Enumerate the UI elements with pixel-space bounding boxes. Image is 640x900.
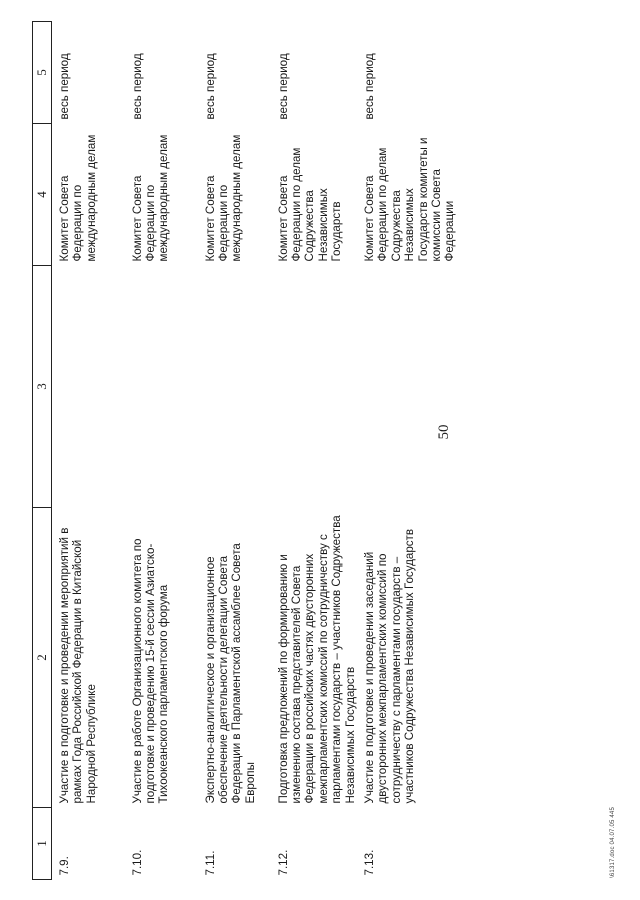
item-term: весь период	[203, 53, 217, 120]
document-page	[0, 10, 640, 890]
column-header: 2	[33, 508, 52, 808]
plan-table	[32, 21, 457, 880]
column-number-row	[33, 22, 52, 880]
file-stamp: \61317.doc 04.07.05 445	[610, 807, 616, 878]
item-col3	[125, 266, 198, 508]
item-term: весь период	[130, 53, 144, 120]
table-row	[198, 22, 271, 880]
item-number: 7.13.	[362, 849, 376, 876]
column-header: 1	[33, 808, 52, 880]
item-col3	[198, 266, 271, 508]
item-description: Подготовка предложений по формированию и изменению состава представителей Совета Федерации в российских частях двусторонних межпарламентских комиссий по сотрудничеству с парламентами государств – участников Содружества Независимых Государств	[276, 515, 357, 804]
column-header: 3	[33, 266, 52, 508]
table-row	[271, 22, 357, 880]
item-responsible: Комитет Совета Федерации по международным делам	[203, 134, 244, 262]
table-row	[357, 22, 457, 880]
table-row	[125, 22, 198, 880]
item-number: 7.9.	[58, 856, 71, 876]
column-header: 4	[33, 124, 52, 266]
item-term: весь период	[276, 53, 290, 120]
table-row	[52, 22, 125, 880]
column-header: 5	[33, 22, 52, 124]
page-number: 50	[436, 424, 452, 440]
item-col3	[357, 266, 457, 508]
item-description: Участие в работе Организационного комитета по подготовке и проведению 15-й сессии Азиатско-Тихоокеанского парламентского форума	[130, 538, 171, 804]
item-description: Участие в подготовке и проведении мероприятий в рамках Года Российской Федерации в Китайской Народной Республике	[58, 527, 98, 804]
item-number: 7.12.	[276, 849, 290, 876]
item-term: весь период	[58, 53, 71, 120]
item-number: 7.10.	[130, 849, 144, 876]
item-responsible: Комитет Совета Федерации по международным делам	[130, 134, 171, 262]
item-responsible: Комитет Совета Федерации по международным делам	[58, 134, 98, 262]
item-col3	[52, 266, 125, 508]
item-number: 7.11.	[203, 850, 217, 876]
item-term: весь период	[362, 53, 376, 120]
item-responsible: Комитет Совета Федерации по делам Содружества Независимых Государств	[276, 147, 344, 262]
item-responsible: Комитет Совета Федерации по делам Содружества Независимых Государств комитеты и комиссии Совета Федерации	[362, 137, 457, 262]
item-description: Экспертно-аналитическое и организационное обеспечение деятельности делегации Совета Федерации в Парламентской ассамблее Совета Европы	[203, 543, 257, 804]
item-col3	[271, 266, 357, 508]
item-description: Участие в подготовке и проведении заседаний двусторонних межпарламентских комиссий по сотрудничеству с парламентами государств – участников Содружества Независимых Государств	[362, 528, 417, 804]
